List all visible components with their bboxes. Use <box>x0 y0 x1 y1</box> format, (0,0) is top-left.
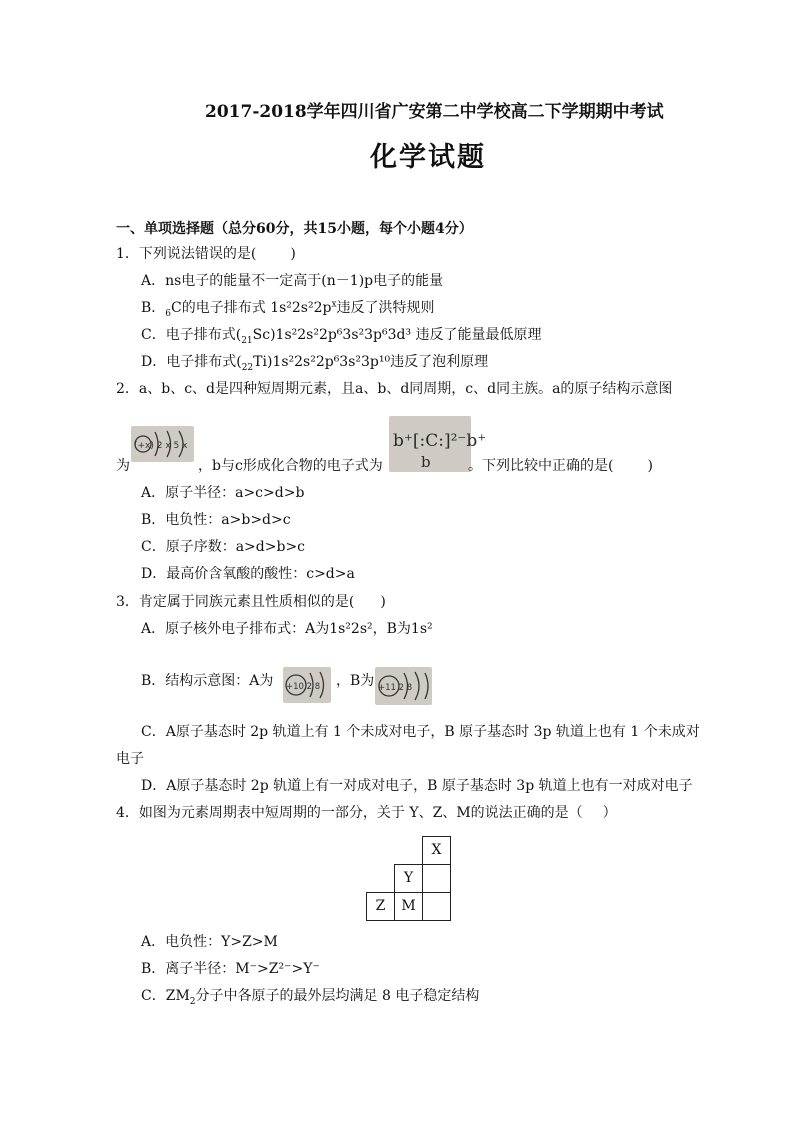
question-4-option-b: B．离子半径：M⁻>Z²⁻>Y⁻ <box>141 961 320 977</box>
question-2-option-c: C．原子序数：a>d>b>c <box>141 539 306 555</box>
option-text: C．电子排布式( <box>141 327 242 343</box>
atom-structure-image-b-b <box>375 667 432 705</box>
question-4-option-c <box>141 986 479 1006</box>
question-1-option-d <box>141 352 488 372</box>
stem-text: 4．如图为元素周期表中短周期的一部分，关于 Y、Z、M的说法正确的是（ <box>116 805 583 821</box>
question-2-option-d: D．最高价含氧酸的酸性：c>d>a <box>141 566 355 582</box>
diagram-text: +10 2 8 <box>286 682 321 692</box>
question-3-option-d: D．A原子基态时 2p 轨道上有一对成对电子，B 原子基态时 3p 轨道上也有一对成对电子 <box>141 778 693 794</box>
cell-m: M <box>394 892 423 921</box>
question-2-stem: 2．a、b、c、d是四种短周期元素，且a、b、d同周期，c、d同主族。a的原子结构示意图 <box>116 381 673 397</box>
cell-x: X <box>422 836 451 865</box>
stem-close: ) <box>647 458 653 474</box>
subscript: 22 <box>241 362 254 373</box>
option-text-tail: 违反了洪特规则 <box>336 300 435 316</box>
svg-text:b: b <box>421 453 431 471</box>
question-1-option-a: A．ns电子的能量不一定高于(n－1)p电子的能量 <box>141 273 444 289</box>
question-2-option-a: A．原子半径：a>c>d>b <box>141 485 305 501</box>
diagram-text: (+x) 2 x 5 x <box>134 441 188 451</box>
question-3-option-b: B．结构示意图：A为 <box>141 673 274 689</box>
question-3-option-b-mid: ，B为 <box>336 673 375 689</box>
diagram-text: +11 2 8 <box>378 683 413 693</box>
exam-title: 2017-2018学年四川省广安第二中学校高二下学期期中考试 <box>205 102 664 122</box>
atom-structure-image-b-a <box>283 667 331 703</box>
superscript: x <box>331 299 337 310</box>
stem-text: 为 <box>116 458 130 474</box>
option-text-tail: Sc)1s²2s²2p⁶3s²3p⁶3d³ 违反了能量最低原理 <box>252 327 542 343</box>
question-2-stem-end <box>468 456 653 476</box>
question-1-stem <box>116 244 296 264</box>
section-heading: 一、单项选择题（总分60分，共15小题，每个小题4分） <box>116 221 473 237</box>
cell-y: Y <box>394 864 423 893</box>
cell-empty <box>422 864 451 893</box>
stem-text: 1．下列说法错误的是( <box>116 246 257 262</box>
question-1-option-b <box>141 298 435 318</box>
question-3-option-a: A．原子核外电子排布式：A为1s²2s²，B为1s² <box>141 621 433 637</box>
option-text: C的电子排布式 1s²2s²2p <box>171 300 332 316</box>
stem-text: 3．肯定属于同族元素且性质相似的是( <box>116 594 355 610</box>
option-text: D．电子排布式( <box>141 354 242 370</box>
periodic-table-fragment <box>366 836 452 920</box>
stem-close: ) <box>290 246 296 262</box>
stem-close: ） <box>602 805 617 821</box>
question-2-stem-line2 <box>116 456 130 476</box>
option-text: C．ZM <box>141 988 190 1004</box>
option-text-tail: Ti)1s²2s²2p⁶3s²3p¹⁰违反了泡利原理 <box>253 354 489 370</box>
electron-formula-text: b⁺[:C:]²⁻b⁺ <box>393 431 487 451</box>
subscript: 2 <box>189 996 196 1007</box>
question-4-stem <box>116 803 617 823</box>
question-3-option-c-line2: 电子 <box>116 751 144 767</box>
electron-formula-image <box>389 416 487 472</box>
question-3-option-c-line1: C．A原子基态时 2p 轨道上有 1 个未成对电子，B 原子基态时 3p 轨道上也有 1 个未成对 <box>141 724 700 740</box>
cell-z: Z <box>366 892 395 921</box>
question-2-option-b: B．电负性：a>b>d>c <box>141 512 291 528</box>
cell-empty <box>422 892 451 921</box>
question-4-option-a: A．电负性：Y>Z>M <box>141 934 278 950</box>
stem-close: ) <box>380 594 386 610</box>
subscript: 21 <box>241 335 253 346</box>
option-text-tail: 分子中各原子的最外层均满足 8 电子稳定结构 <box>195 988 480 1004</box>
subscript: 6 <box>165 308 172 319</box>
question-1-option-c <box>141 325 542 345</box>
option-label: B． <box>141 300 166 316</box>
question-3-stem <box>116 592 386 612</box>
question-2-stem-mid: ，b与c形成化合物的电子式为 <box>198 458 383 474</box>
subject-title: 化学试题 <box>370 142 486 173</box>
atom-structure-image-a <box>131 426 194 462</box>
stem-text: 。下列比较中正确的是( <box>468 458 614 474</box>
